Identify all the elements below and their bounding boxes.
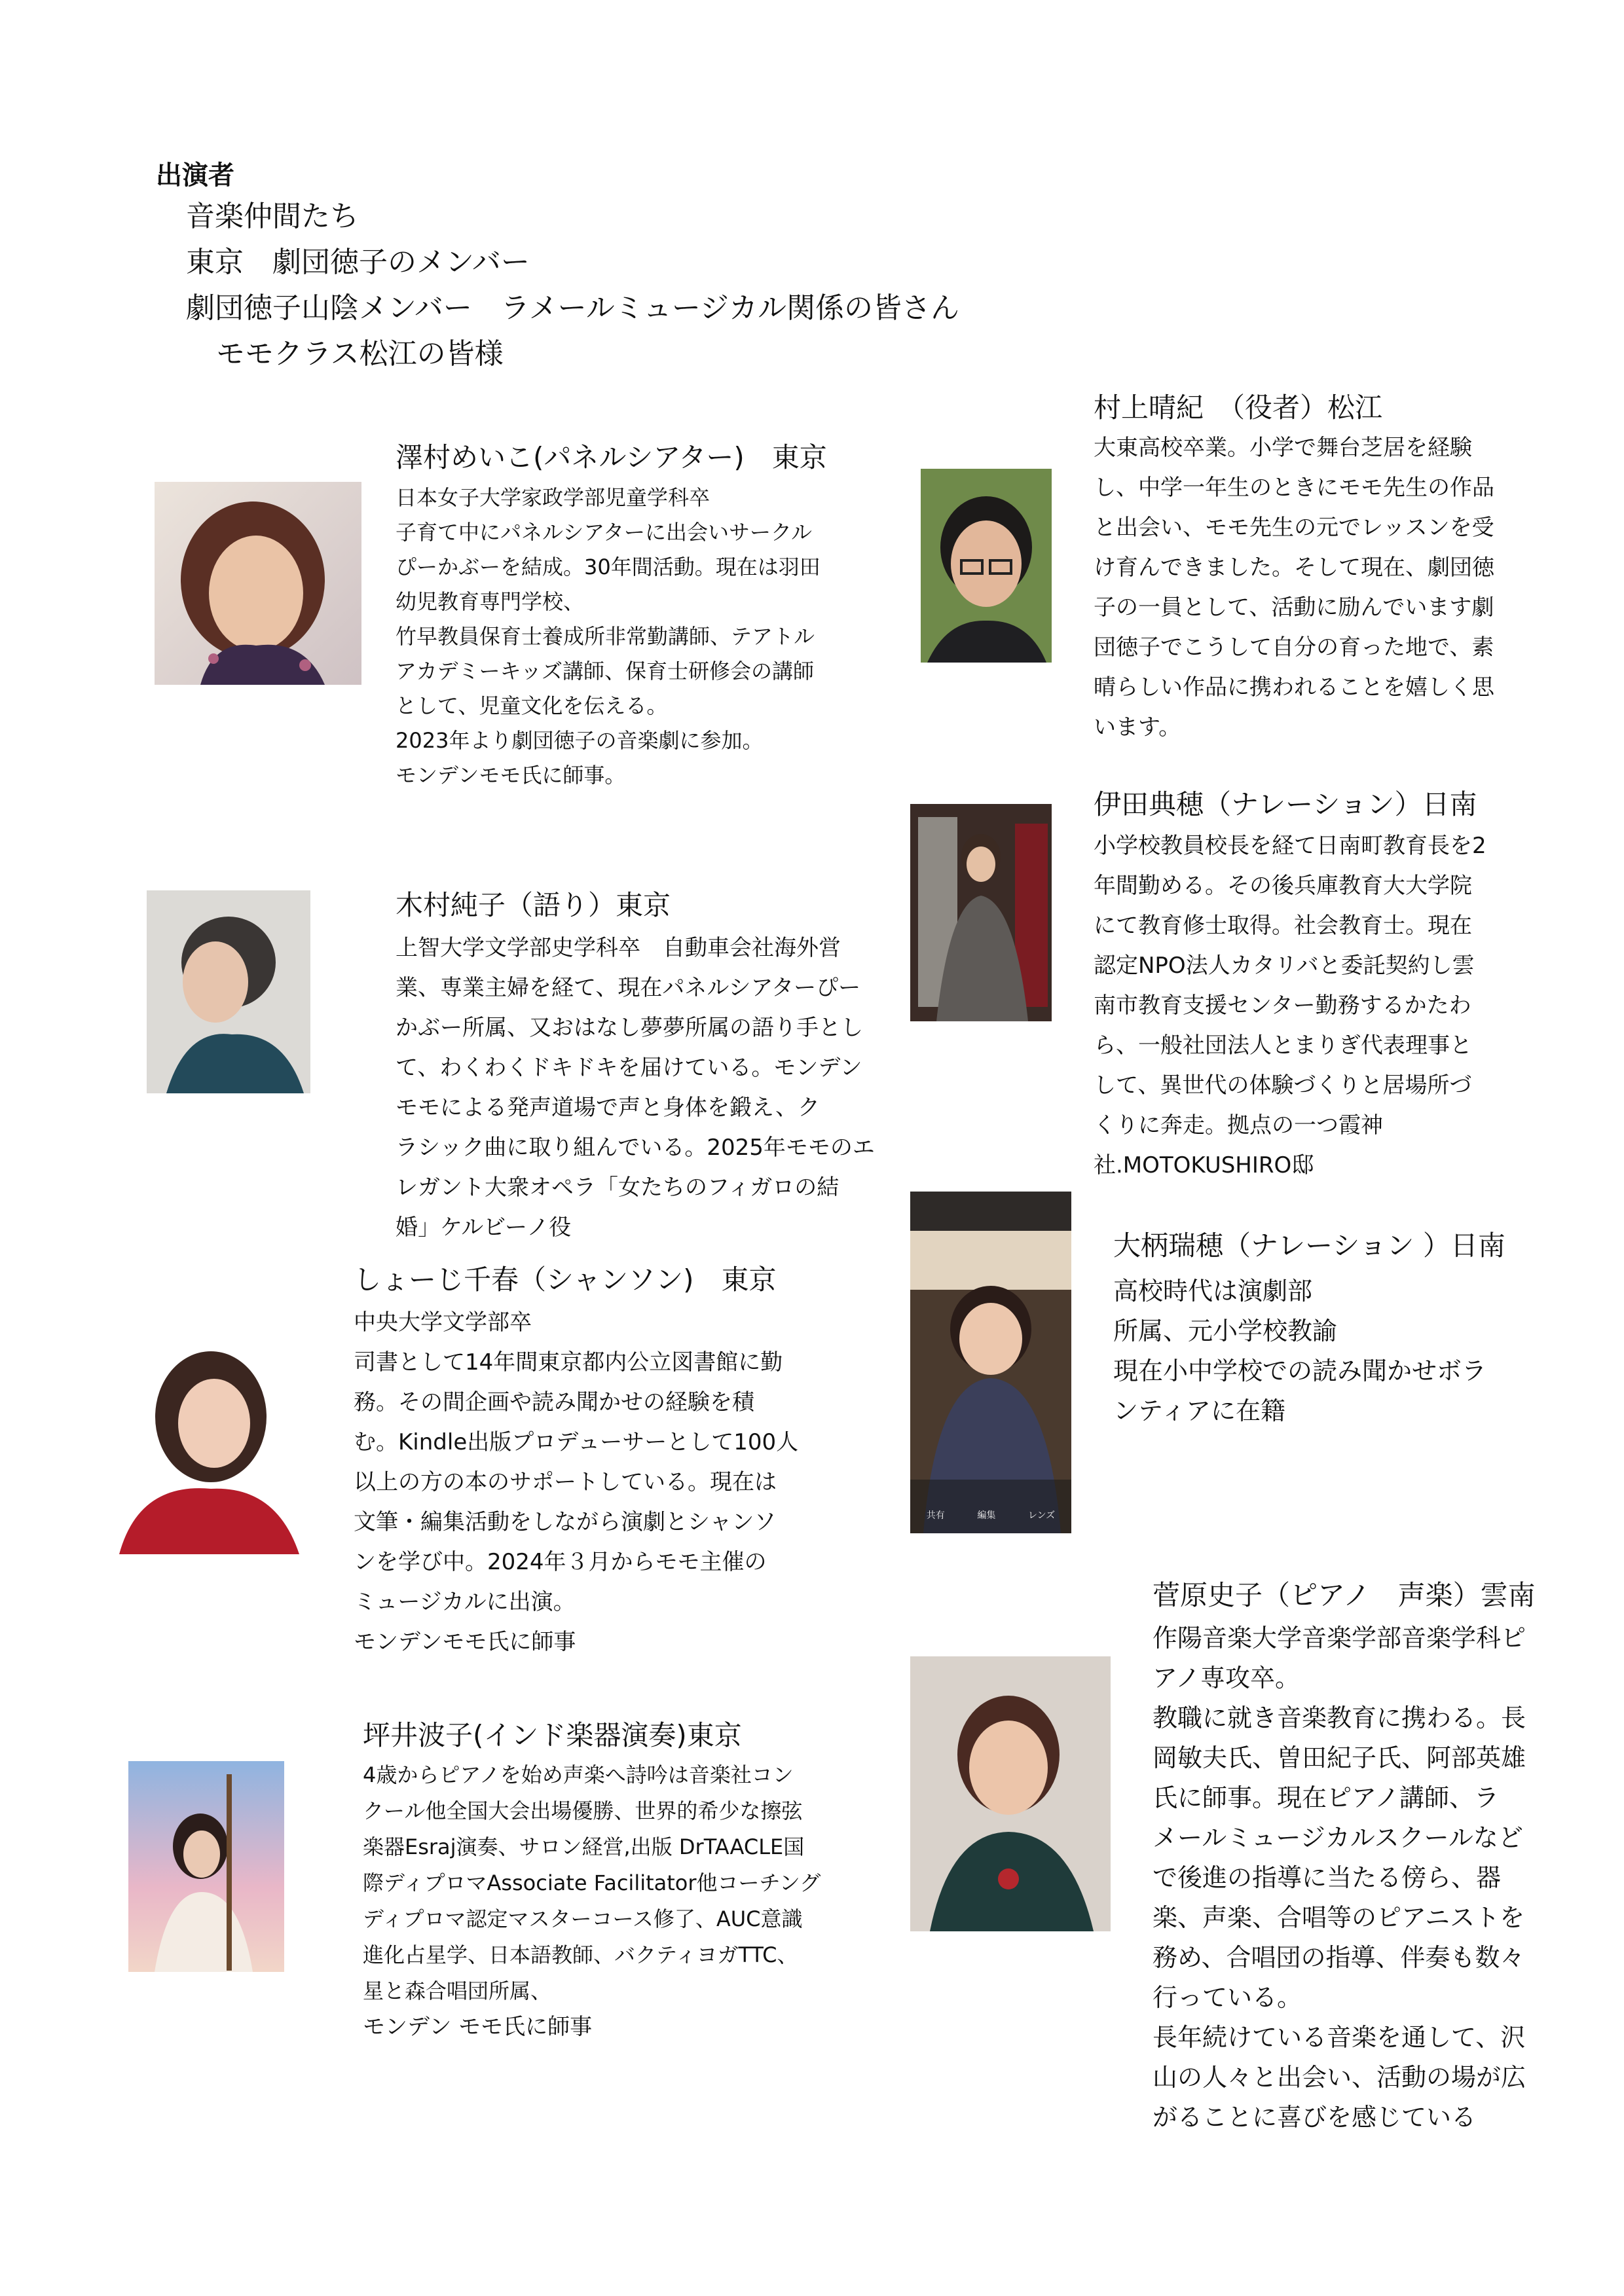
bio-line: 所属、元小学校教諭 [1113,1317,1338,1345]
bio-line: ぴーかぶーを結成。30年間活動。現在は羽田 [396,555,821,579]
bio-line: 2023年より劇団徳子の音楽劇に参加。 [396,728,764,753]
bio-line: 認定NPO法人カタリバと委託契約し雲 [1094,953,1475,979]
performer-name: 坪井波子(インド楽器演奏)東京 [363,1719,742,1751]
bio-line: ンティアに在籍 [1113,1396,1285,1425]
performer-name: 木村純子（語り）東京 [396,889,671,921]
intro-line: 音楽仲間たち [186,200,359,233]
page-title: 出演者 [156,160,234,191]
performer-name: しょーじ千春（シャンソン) 東京 [354,1264,777,1296]
performer-bio [396,481,821,793]
performer-name: 大柄瑞穂（ナレーション ）日南 [1113,1230,1505,1262]
portrait-image [910,1192,1071,1533]
bio-line: 岡敏夫氏、曽田紀子氏、阿部英雄 [1153,1743,1526,1772]
bio-line: 楽器Esraj演奏、サロン経営,出版 DrTAACLE国 [363,1834,805,1859]
bio-line: 務。その間企画や読み聞かせの経験を積 [354,1389,754,1415]
bio-line: ディプロマ認定マスターコース修了、AUC意識 [363,1906,803,1931]
cast-intro [186,194,959,377]
bio-line: て、わくわくドキドキを届けている。モンデン [396,1055,862,1081]
bio-line: 中央大学文学部卒 [354,1309,532,1336]
bio-line: 教職に就き音楽教育に携わる。長 [1153,1704,1526,1732]
bio-line: レガント大衆オペラ「女たちのフィガロの結 [396,1175,840,1201]
bio-line: と出会い、モモ先生の元でレッスンを受 [1094,515,1494,541]
bio-line: 上智大学文学部史学科卒 自動車会社海外営 [396,935,841,961]
bio-line: 楽、声楽、合唱等のピアニストを [1153,1903,1525,1932]
bio-line: 晴らしい作品に携われることを嬉しく思 [1094,674,1494,701]
edit-label: 編集 [977,1510,996,1521]
bio-line: います。 [1094,714,1181,740]
bio-line: 日本女子大学家政学部児童学科卒 [396,485,710,510]
bio-line: 行っている。 [1153,1983,1302,2012]
bio-line: クール他全国大会出場優勝、世界的希少な擦弦 [363,1798,803,1823]
bio-line: 際ディプロマAssociate Facilitator他コーチング [363,1870,821,1895]
share-label: 共有 [926,1510,945,1521]
portrait-image [910,1656,1111,1931]
bio-line: にて教育修士取得。社会教育士。現在 [1094,913,1472,939]
performer-photo [910,804,1052,1021]
bio-line: モンデン モモ氏に師事 [363,2014,593,2040]
bio-line: モンデンモモ氏に師事。 [396,763,626,788]
bio-line: 星と森合唱団所属、 [363,1978,552,2003]
bio-line: ンを学び中。2024年３月からモモ主催の [354,1549,767,1575]
bio-line: メールミュージカルスクールなど [1153,1823,1523,1852]
bio-line: 高校時代は演劇部 [1113,1277,1313,1305]
intro-line: モモクラス松江の皆様 [216,337,504,371]
performer-name: 村上晴紀 （役者）松江 [1094,392,1383,424]
lens-label: レンズ [1027,1510,1056,1521]
bio-line: 子の一員として、活動に励んでいます劇 [1094,594,1494,621]
bio-line: 長年続けている音楽を通して、沢 [1153,2023,1526,2052]
performer-bio [1113,1271,1486,1431]
performer-photo [910,1192,1071,1533]
performer-bio [1094,428,1494,748]
photo-overlay-toolbar [910,1508,1071,1522]
bio-line: 現在小中学校での読み聞かせボラ [1113,1357,1487,1385]
bio-line: 子育て中にパネルシアターに出会いサークル [396,520,813,545]
performer-bio [396,928,875,1248]
performer-bio [1153,1618,1526,2138]
bio-line: かぶー所属、又おはなし夢夢所属の語り手とし [396,1015,863,1041]
bio-line: 小学校教員校長を経て日南町教育長を2 [1094,833,1486,859]
bio-line: 以上の方の本のサポートしている。現在は [354,1469,777,1495]
intro-line: 東京 劇団徳子のメンバー [186,246,530,279]
performer-bio [354,1303,798,1662]
performer-photo [147,890,310,1093]
bio-line: ミュージカルに出演。 [354,1589,576,1615]
portrait-image [155,482,361,685]
bio-line: 進化占星学、日本語教師、バクティヨガTTC、 [363,1942,798,1967]
bio-line: 4歳からピアノを始め声楽へ詩吟は音楽社コン [363,1762,794,1787]
performer-photo [155,482,361,685]
bio-line: アカデミーキッズ講師、保育士研修会の講師 [396,659,815,683]
performer-name: 菅原史子（ピアノ 声楽）雲南 [1153,1579,1536,1611]
bio-line: 婚」ケルビーノ役 [396,1214,572,1241]
bio-line: け育んできました。そして現在、劇団徳 [1094,555,1494,581]
performer-photo [113,1338,303,1554]
portrait-image [128,1761,284,1972]
bio-line: 竹早教員保育士養成所非常勤講師、テアトル [396,624,815,649]
bio-line: 南市教育支援センター勤務するかたわ [1094,993,1471,1019]
bio-line: 業、専業主婦を経て、現在パネルシアターぴー [396,975,861,1001]
bio-line: ら、一般社団法人とまりぎ代表理事と [1094,1032,1472,1059]
bio-line: 年間勤める。その後兵庫教育大大学院 [1094,873,1472,899]
bio-line: む。Kindle出版プロデューサーとして100人 [354,1429,799,1455]
intro-line: 劇団徳子山陰メンバー ラメールミュージカル関係の皆さん [186,291,959,325]
performer-photo [921,469,1052,663]
performer-bio [1094,826,1486,1186]
bio-line: 作陽音楽大学音楽学部音楽学科ピ [1153,1624,1526,1652]
portrait-image [147,890,310,1093]
portrait-image [113,1338,303,1554]
bio-line: がることに喜びを感じている [1153,2103,1477,2132]
bio-line: 山の人々と出会い、活動の場が広 [1153,2063,1526,2092]
portrait-image [921,469,1052,663]
bio-line: 文筆・編集活動をしながら演劇とシャンソ [354,1509,777,1535]
bio-line: して、異世代の体験づくりと居場所づ [1094,1072,1472,1099]
performer-photo [128,1761,284,1972]
performer-name: 澤村めいこ(パネルシアター) 東京 [396,441,827,473]
bio-line: 氏に師事。現在ピアノ講師、ラ [1153,1783,1499,1812]
bio-line: モンデンモモ氏に師事 [354,1629,576,1655]
portrait-image [910,804,1052,1021]
bio-line: ラシック曲に取り組んでいる。2025年モモのエ [396,1135,875,1161]
performer-bio [363,1757,821,2045]
bio-line: で後進の指導に当たる傍ら、器 [1153,1863,1502,1892]
performer-name: 伊田典穂（ナレーション）日南 [1094,788,1477,820]
bio-line: モモによる発声道場で声と身体を鍛え、ク [396,1095,821,1121]
bio-line: 幼児教育専門学校、 [396,589,585,614]
bio-line: 大東高校卒業。小学で舞台芝居を経験 [1094,435,1472,461]
bio-line: 団徳子でこうして自分の育った地で、素 [1094,634,1494,661]
bio-line: アノ専攻卒。 [1153,1664,1300,1692]
bio-line: 司書として14年間東京都内公立図書館に勤 [354,1349,783,1376]
bio-line: として、児童文化を伝える。 [396,693,668,718]
bio-line: し、中学一年生のときにモモ先生の作品 [1094,475,1494,501]
bio-line: 務め、合唱団の指導、伴奏も数々 [1153,1943,1525,1972]
bio-line: くりに奔走。拠点の一つ霞神 [1094,1112,1383,1139]
bio-line: 社.MOTOKUSHIRO邸 [1094,1152,1314,1178]
performer-photo [910,1656,1111,1931]
